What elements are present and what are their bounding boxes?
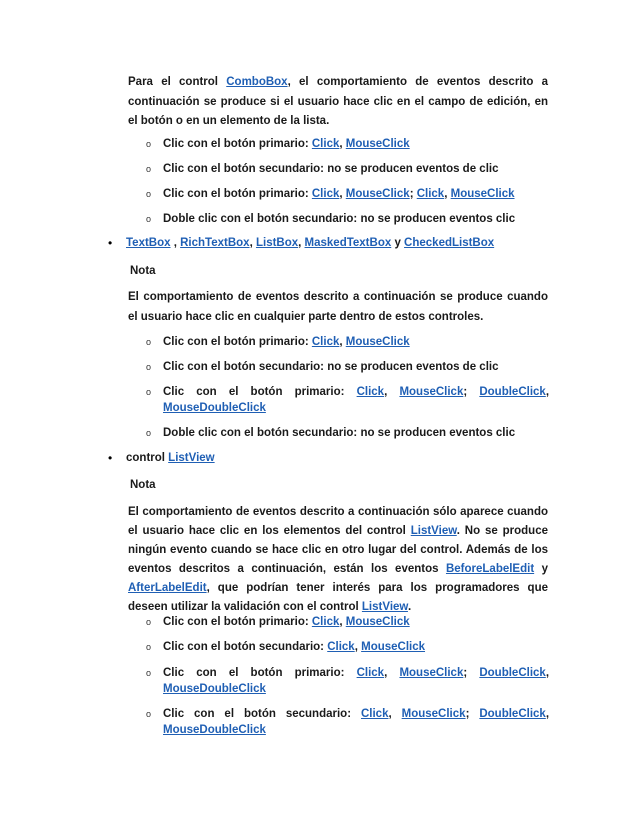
separator: , bbox=[339, 336, 346, 348]
link-mouseclick[interactable]: MouseClick bbox=[345, 616, 410, 628]
combobox-item-4 bbox=[163, 211, 549, 227]
bullet-marker: • bbox=[108, 451, 113, 465]
link-richtextbox[interactable]: RichTextBox bbox=[180, 237, 250, 249]
link-listview[interactable]: ListView bbox=[361, 601, 408, 613]
link-doubleclick[interactable]: DoubleClick bbox=[479, 667, 546, 679]
description-text: , que podrían tener interés para los programadores que deseen utilizar la validación con el control bbox=[128, 582, 548, 613]
listview-item-1 bbox=[163, 614, 549, 630]
sub-bullet-marker: o bbox=[146, 642, 152, 652]
combobox-item-2 bbox=[163, 161, 549, 177]
item-text: Clic con el botón primario: bbox=[163, 386, 357, 398]
link-doubleclick[interactable]: DoubleClick bbox=[479, 708, 546, 720]
item-text: Clic con el botón primario: bbox=[163, 667, 357, 679]
sub-bullet-marker: o bbox=[146, 139, 152, 149]
combobox-intro-text: Para el control bbox=[128, 76, 227, 88]
sub-bullet-marker: o bbox=[146, 617, 152, 627]
separator: , bbox=[444, 188, 451, 200]
sub-bullet-marker: o bbox=[146, 189, 152, 199]
link-listbox[interactable]: ListBox bbox=[255, 237, 299, 249]
item-text: Doble clic con el botón secundario: no se producen eventos clic bbox=[163, 213, 516, 225]
separator: , bbox=[388, 708, 402, 720]
link-textbox[interactable]: TextBox bbox=[126, 237, 171, 249]
separator: ; bbox=[463, 386, 480, 398]
link-click[interactable]: Click bbox=[311, 188, 340, 200]
link-click[interactable]: Click bbox=[311, 336, 340, 348]
link-click[interactable]: Click bbox=[311, 616, 340, 628]
sub-bullet-marker: o bbox=[146, 428, 152, 438]
separator: y bbox=[391, 237, 405, 249]
textbox-item-3 bbox=[163, 384, 549, 400]
link-click[interactable]: Click bbox=[327, 641, 355, 653]
link-listview[interactable]: ListView bbox=[168, 452, 215, 464]
link-afterlabeledit[interactable]: AfterLabelEdit bbox=[128, 582, 207, 594]
separator: ; bbox=[465, 708, 480, 720]
separator: , bbox=[249, 237, 256, 249]
separator: , bbox=[545, 667, 550, 679]
link-mouseclick[interactable]: MouseClick bbox=[345, 336, 410, 348]
sub-bullet-marker: o bbox=[146, 668, 152, 678]
separator: , bbox=[339, 616, 346, 628]
link-click[interactable]: Click bbox=[356, 386, 385, 398]
item-text: Clic con el botón primario: bbox=[163, 336, 312, 348]
item-text: Clic con el botón secundario: bbox=[163, 641, 328, 653]
note-heading: Nota bbox=[130, 479, 156, 491]
listview-item-4-continued bbox=[163, 722, 549, 738]
description-text: y bbox=[534, 563, 548, 575]
listview-heading-text: control bbox=[126, 452, 169, 464]
link-beforelabeledit[interactable]: BeforeLabelEdit bbox=[445, 563, 535, 575]
link-click[interactable]: Click bbox=[416, 188, 445, 200]
combobox-description-text: , el comportamiento de eventos descrito a continuación se produce si el usuario hace clic en el campo de edición, en el botón o en un elemento de la lista. bbox=[128, 76, 548, 127]
note-heading: Nota bbox=[130, 265, 156, 277]
link-mousedoubleclick[interactable]: MouseDoubleClick bbox=[163, 402, 266, 414]
separator: , bbox=[298, 237, 305, 249]
link-mouseclick[interactable]: MouseClick bbox=[399, 386, 464, 398]
item-text: Clic con el botón primario: bbox=[163, 138, 312, 150]
sub-bullet-marker: o bbox=[146, 709, 152, 719]
separator: , bbox=[339, 138, 346, 150]
link-mouseclick[interactable]: MouseClick bbox=[361, 641, 426, 653]
link-maskedtextbox[interactable]: MaskedTextBox bbox=[304, 237, 392, 249]
listview-item-4 bbox=[163, 706, 549, 722]
textbox-item-4 bbox=[163, 425, 549, 441]
link-checkedlistbox[interactable]: CheckedListBox bbox=[404, 237, 495, 249]
separator: , bbox=[545, 708, 550, 720]
link-mouseclick[interactable]: MouseClick bbox=[401, 708, 466, 720]
separator: , bbox=[384, 667, 400, 679]
listview-description bbox=[128, 503, 548, 617]
textbox-item-1 bbox=[163, 334, 549, 350]
description-text: . bbox=[407, 601, 412, 613]
link-click[interactable]: Click bbox=[311, 138, 340, 150]
combobox-paragraph bbox=[128, 73, 548, 132]
sub-bullet-marker: o bbox=[146, 387, 152, 397]
item-text: Clic con el botón primario: bbox=[163, 188, 312, 200]
listview-item-3 bbox=[163, 665, 549, 681]
link-click[interactable]: Click bbox=[360, 708, 389, 720]
link-click[interactable]: Click bbox=[356, 667, 385, 679]
item-text: Clic con el botón secundario: bbox=[163, 708, 361, 720]
listview-item-2 bbox=[163, 639, 549, 655]
description-text: El comportamiento de eventos descrito a continuación sólo aparece cuando el usuario hace clic en los elementos del control bbox=[128, 506, 548, 537]
link-mouseclick[interactable]: MouseClick bbox=[345, 188, 410, 200]
listview-item-3-continued bbox=[163, 681, 549, 697]
link-mouseclick[interactable]: MouseClick bbox=[450, 188, 515, 200]
bullet-marker: • bbox=[108, 236, 113, 250]
separator: ; bbox=[409, 188, 417, 200]
item-text: Clic con el botón primario: bbox=[163, 616, 312, 628]
separator: ; bbox=[463, 667, 480, 679]
separator: , bbox=[354, 641, 362, 653]
link-mousedoubleclick[interactable]: MouseDoubleClick bbox=[163, 683, 266, 695]
textbox-description: El comportamiento de eventos descrito a continuación se produce cuando el usuario hace clic en cualquier parte dentro de estos controles. bbox=[128, 291, 548, 323]
sub-bullet-marker: o bbox=[146, 214, 152, 224]
separator: , bbox=[170, 237, 181, 249]
link-mouseclick[interactable]: MouseClick bbox=[399, 667, 464, 679]
link-doubleclick[interactable]: DoubleClick bbox=[479, 386, 546, 398]
link-combobox[interactable]: ComboBox bbox=[226, 76, 288, 88]
item-text: Doble clic con el botón secundario: no se producen eventos clic bbox=[163, 427, 516, 439]
sub-bullet-marker: o bbox=[146, 337, 152, 347]
separator: , bbox=[339, 188, 346, 200]
separator: , bbox=[545, 386, 550, 398]
sub-bullet-marker: o bbox=[146, 362, 152, 372]
listview-heading bbox=[126, 450, 215, 466]
link-listview[interactable]: ListView bbox=[410, 525, 457, 537]
link-mouseclick[interactable]: MouseClick bbox=[345, 138, 410, 150]
link-mousedoubleclick[interactable]: MouseDoubleClick bbox=[163, 724, 266, 736]
sub-bullet-marker: o bbox=[146, 164, 152, 174]
textbox-controls-heading bbox=[126, 235, 494, 251]
combobox-item-1 bbox=[163, 136, 549, 152]
separator: , bbox=[384, 386, 400, 398]
item-text: Clic con el botón secundario: no se producen eventos de clic bbox=[163, 361, 499, 373]
item-text: Clic con el botón secundario: no se producen eventos de clic bbox=[163, 163, 499, 175]
textbox-item-2 bbox=[163, 359, 549, 375]
description-text: . No se produce ningún evento cuando se hace clic en otro lugar del control. Además de los eventos descritos a continuación, están los eventos bbox=[128, 525, 548, 575]
textbox-item-3-continued bbox=[163, 400, 549, 416]
combobox-item-3 bbox=[163, 186, 549, 202]
